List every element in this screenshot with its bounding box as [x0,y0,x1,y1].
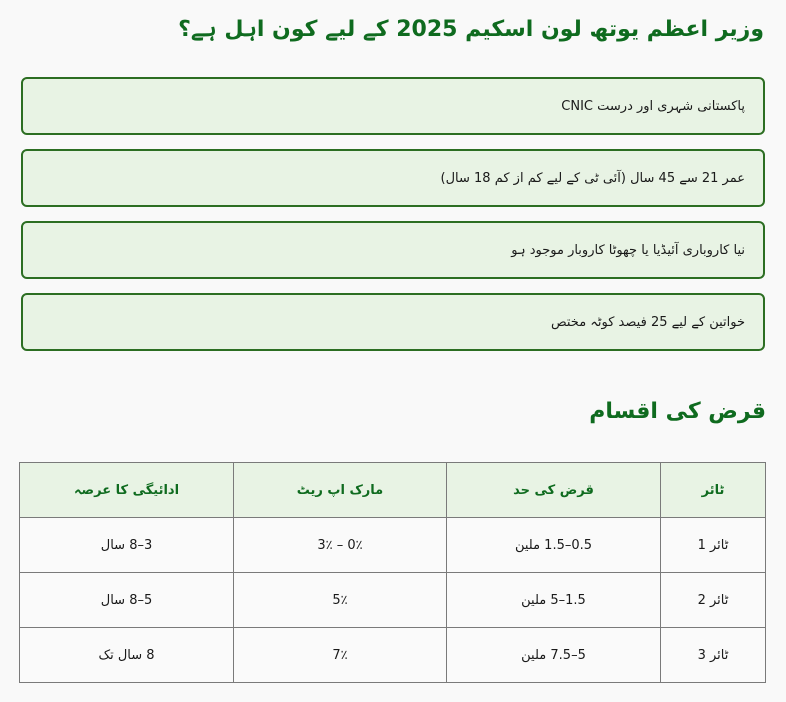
loan-limit-cell: 0.5–1.5 ملین [447,518,661,573]
markup-rate-cell: 7٪ [234,628,447,683]
eligibility-title: وزیر اعظم یوتھ لون اسکیم 2025 کے لیے کون اہل ہے؟ [178,17,764,42]
loan-limit-cell: 5–7.5 ملین [447,628,661,683]
table-row [20,573,766,628]
markup-rate-cell: 5٪ [234,573,447,628]
header-tier: ٹائر [661,463,766,518]
header-repayment-period: ادائیگی کا عرصہ [20,463,234,518]
table-row [20,518,766,573]
header-markup-rate: مارک اپ ریٹ [234,463,447,518]
eligibility-item-women-quota: خواتین کے لیے 25 فیصد کوٹہ مختص [21,293,765,351]
eligibility-item-age: عمر 21 سے 45 سال (آئی ٹی کے لیے کم از کم 18 سال) [21,149,765,207]
markup-rate-cell: 0٪ – 3٪ [234,518,447,573]
header-loan-limit: قرض کی حد [447,463,661,518]
repayment-period-cell: 3–8 سال [20,518,234,573]
tier-cell: ٹائر 2 [661,573,766,628]
loan-tiers-table [19,462,766,683]
eligibility-item-business: نیا کاروباری آئیڈیا یا چھوٹا کاروبار موجود ہو [21,221,765,279]
table-row [20,628,766,683]
tier-cell: ٹائر 3 [661,628,766,683]
repayment-period-cell: 5–8 سال [20,573,234,628]
repayment-period-cell: 8 سال تک [20,628,234,683]
loan-limit-cell: 1.5–5 ملین [447,573,661,628]
eligibility-list [21,77,765,365]
tier-cell: ٹائر 1 [661,518,766,573]
eligibility-item-citizenship: پاکستانی شہری اور درست CNIC [21,77,765,135]
table-header-row [20,463,766,518]
loan-types-title: قرض کی اقسام [589,399,766,424]
